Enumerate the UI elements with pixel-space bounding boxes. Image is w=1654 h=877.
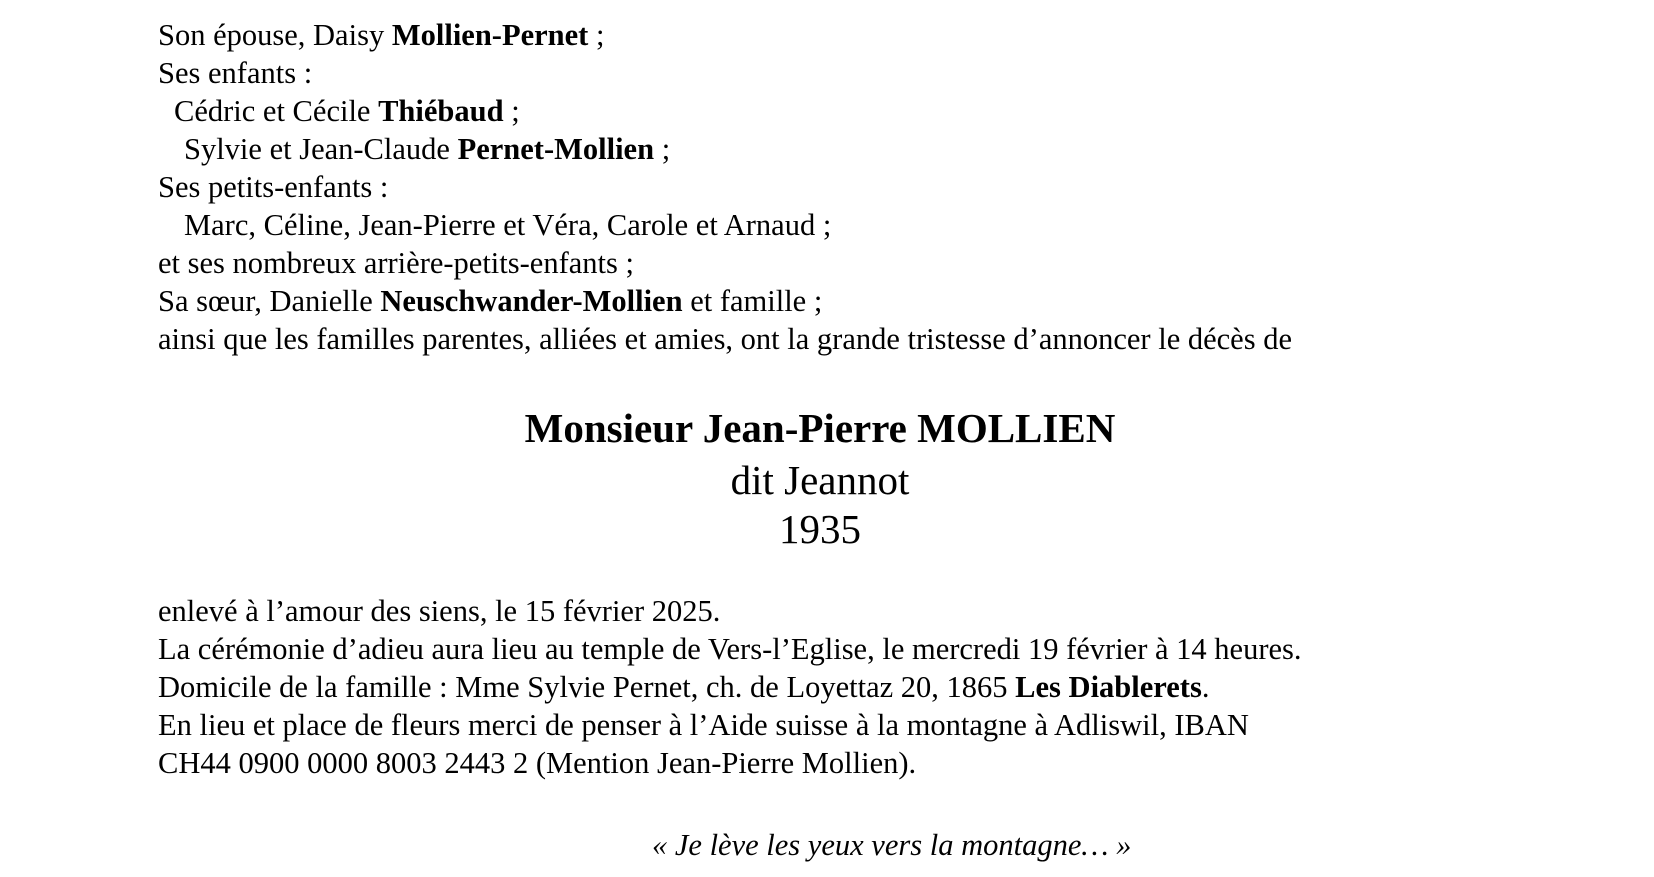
grandchildren-names: Marc, Céline, Jean-Pierre et Véra, Carole et Arnaud ; bbox=[184, 208, 832, 242]
sister-line bbox=[158, 282, 822, 320]
spouse-suffix: ; bbox=[588, 18, 605, 52]
child2-suffix: ; bbox=[654, 132, 671, 166]
child1-prefix: Cédric et Cécile bbox=[174, 94, 379, 128]
child2-prefix: Sylvie et Jean-Claude bbox=[184, 132, 458, 166]
domicile-line bbox=[158, 668, 1209, 706]
great-grandchildren-line: et ses nombreux arrière-petits-enfants ; bbox=[158, 246, 634, 280]
domicile-place: Les Diablerets bbox=[1015, 670, 1202, 704]
death-line: enlevé à l’amour des siens, le 15 février 2025. bbox=[158, 594, 721, 628]
donation-line-2: CH44 0900 0000 8003 2443 2 (Mention Jean-Pierre Mollien). bbox=[158, 746, 917, 780]
child1-suffix: ; bbox=[503, 94, 520, 128]
birth-year: 1935 bbox=[779, 506, 861, 552]
sister-name: Neuschwander-Mollien bbox=[380, 284, 683, 318]
spouse-prefix: Son épouse, Daisy bbox=[158, 18, 392, 52]
child1-line bbox=[174, 92, 520, 130]
child2-name: Pernet-Mollien bbox=[457, 132, 655, 166]
domicile-suffix: . bbox=[1201, 670, 1210, 704]
sister-suffix: et famille ; bbox=[682, 284, 823, 318]
child2-line bbox=[184, 130, 670, 168]
announcement-line: ainsi que les familles parentes, alliées et amies, ont la grande tristesse d’annoncer le décès de bbox=[158, 322, 1292, 356]
children-heading: Ses enfants : bbox=[158, 56, 313, 90]
donation-line-1: En lieu et place de fleurs merci de penser à l’Aide suisse à la montagne à Adliswil, IBAN bbox=[158, 708, 1249, 742]
child1-name: Thiébaud bbox=[378, 94, 504, 128]
sister-prefix: Sa sœur, Danielle bbox=[158, 284, 381, 318]
ceremony-line: La cérémonie d’adieu aura lieu au temple de Vers-l’Eglise, le mercredi 19 février à 14 heures. bbox=[158, 632, 1302, 666]
spouse-name: Mollien-Pernet bbox=[391, 18, 589, 52]
grandchildren-heading: Ses petits-enfants : bbox=[158, 170, 389, 204]
domicile-prefix: Domicile de la famille : Mme Sylvie Pernet, ch. de Loyettaz 20, 1865 bbox=[158, 670, 1016, 704]
deceased-name: Monsieur Jean-Pierre MOLLIEN bbox=[524, 405, 1116, 451]
spouse-line bbox=[158, 16, 604, 54]
deceased-nickname: dit Jeannot bbox=[730, 457, 910, 503]
closing-quote: « Je lève les yeux vers la montagne… » bbox=[652, 828, 1132, 862]
